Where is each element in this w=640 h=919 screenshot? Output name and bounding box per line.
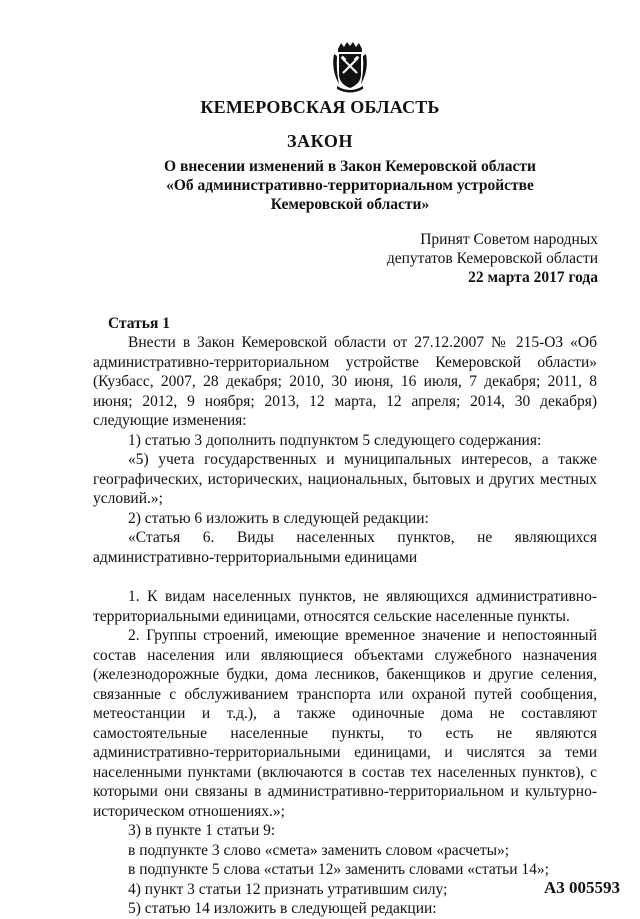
article-subheading: «Статья 6. Виды населенных пунктов, не являющихся административно-территориальными единицами — [93, 529, 597, 566]
law-title-line: Кемеровской области» — [270, 196, 430, 213]
article-subitem: в подпункте 5 слова «статьи 12» заменить словами «статьи 14»; — [128, 861, 549, 878]
article-item: 2) статью 6 изложить в следующей редакции: — [128, 509, 429, 527]
law-title-line: О внесении изменений в Закон Кемеровской области — [164, 158, 536, 175]
article-paragraph: 2. Группы строений, имеющие временное значение и непостоянный состав населения или являющиеся объектами служебного назначения (железнодорожные будки, дома лесников, бакенщиков и другие селения, связанные с обслуживанием транспорта или охраной путей сообщения, метеостанции и т.д.), а также одиночные дома не составляют самостоятельные населенные пункты, то есть не являются административно-территориальными единицами, и числятся за теми населенными пунктами (включаются в состав тех населенных пунктов), с которыми они связаны в административно-территориальном и культурно-историческом отношениях.»; — [93, 627, 597, 820]
article-intro: Внести в Закон Кемеровской области от 27.12.2007 № 215-ОЗ «Об административно-территориальном устройстве Кемеровской области» (Кузбасс, 2007, 28 декабря; 2010, 30 июня, 16 июля, 7 декабря; 2011, 8 июня; 2012, 9 ноября; 2013, 12 марта, 12 апреля; 2014, 30 декабря) следующие изменения: — [93, 334, 597, 429]
kemerovo-coat-of-arms-icon — [331, 40, 369, 94]
article-body — [93, 333, 597, 919]
article-subitem: в подпункте 3 слово «смета» заменить словом «расчеты»; — [128, 841, 510, 859]
document-type-heading: ЗАКОН — [286, 131, 354, 151]
article-item: 1) статью 3 дополнить подпунктом 5 следующего содержания: — [128, 431, 542, 449]
adoption-line: Принят Советом народных — [420, 231, 598, 248]
adoption-line: депутатов Кемеровской области — [386, 250, 598, 267]
article-title: Статья 1 — [108, 315, 170, 332]
law-title — [100, 157, 600, 214]
law-title-line: «Об административно-территориальном устройстве — [166, 177, 534, 194]
article-item: 5) статью 14 изложить в следующей редакции: — [128, 900, 437, 917]
adoption-block — [387, 230, 598, 287]
article-quote: «5) учета государственных и муниципальных интересов, а также географических, исторических, национальных, бытовых и других местных условий.»; — [93, 451, 597, 507]
article-paragraph: 1. К видам населенных пунктов, не являющихся административно-территориальными единицами, относятся сельские населенные пункты. — [93, 588, 597, 625]
article-item: 4) пункт 3 статьи 12 признать утратившим силу; — [128, 880, 448, 898]
adoption-date: 22 марта 2017 года — [468, 269, 598, 286]
article-item: 3) в пункте 1 статьи 9: — [128, 822, 276, 839]
region-heading: КЕМЕРОВСКАЯ ОБЛАСТЬ — [200, 97, 440, 117]
document-serial-code: А3 005593 — [543, 878, 620, 897]
